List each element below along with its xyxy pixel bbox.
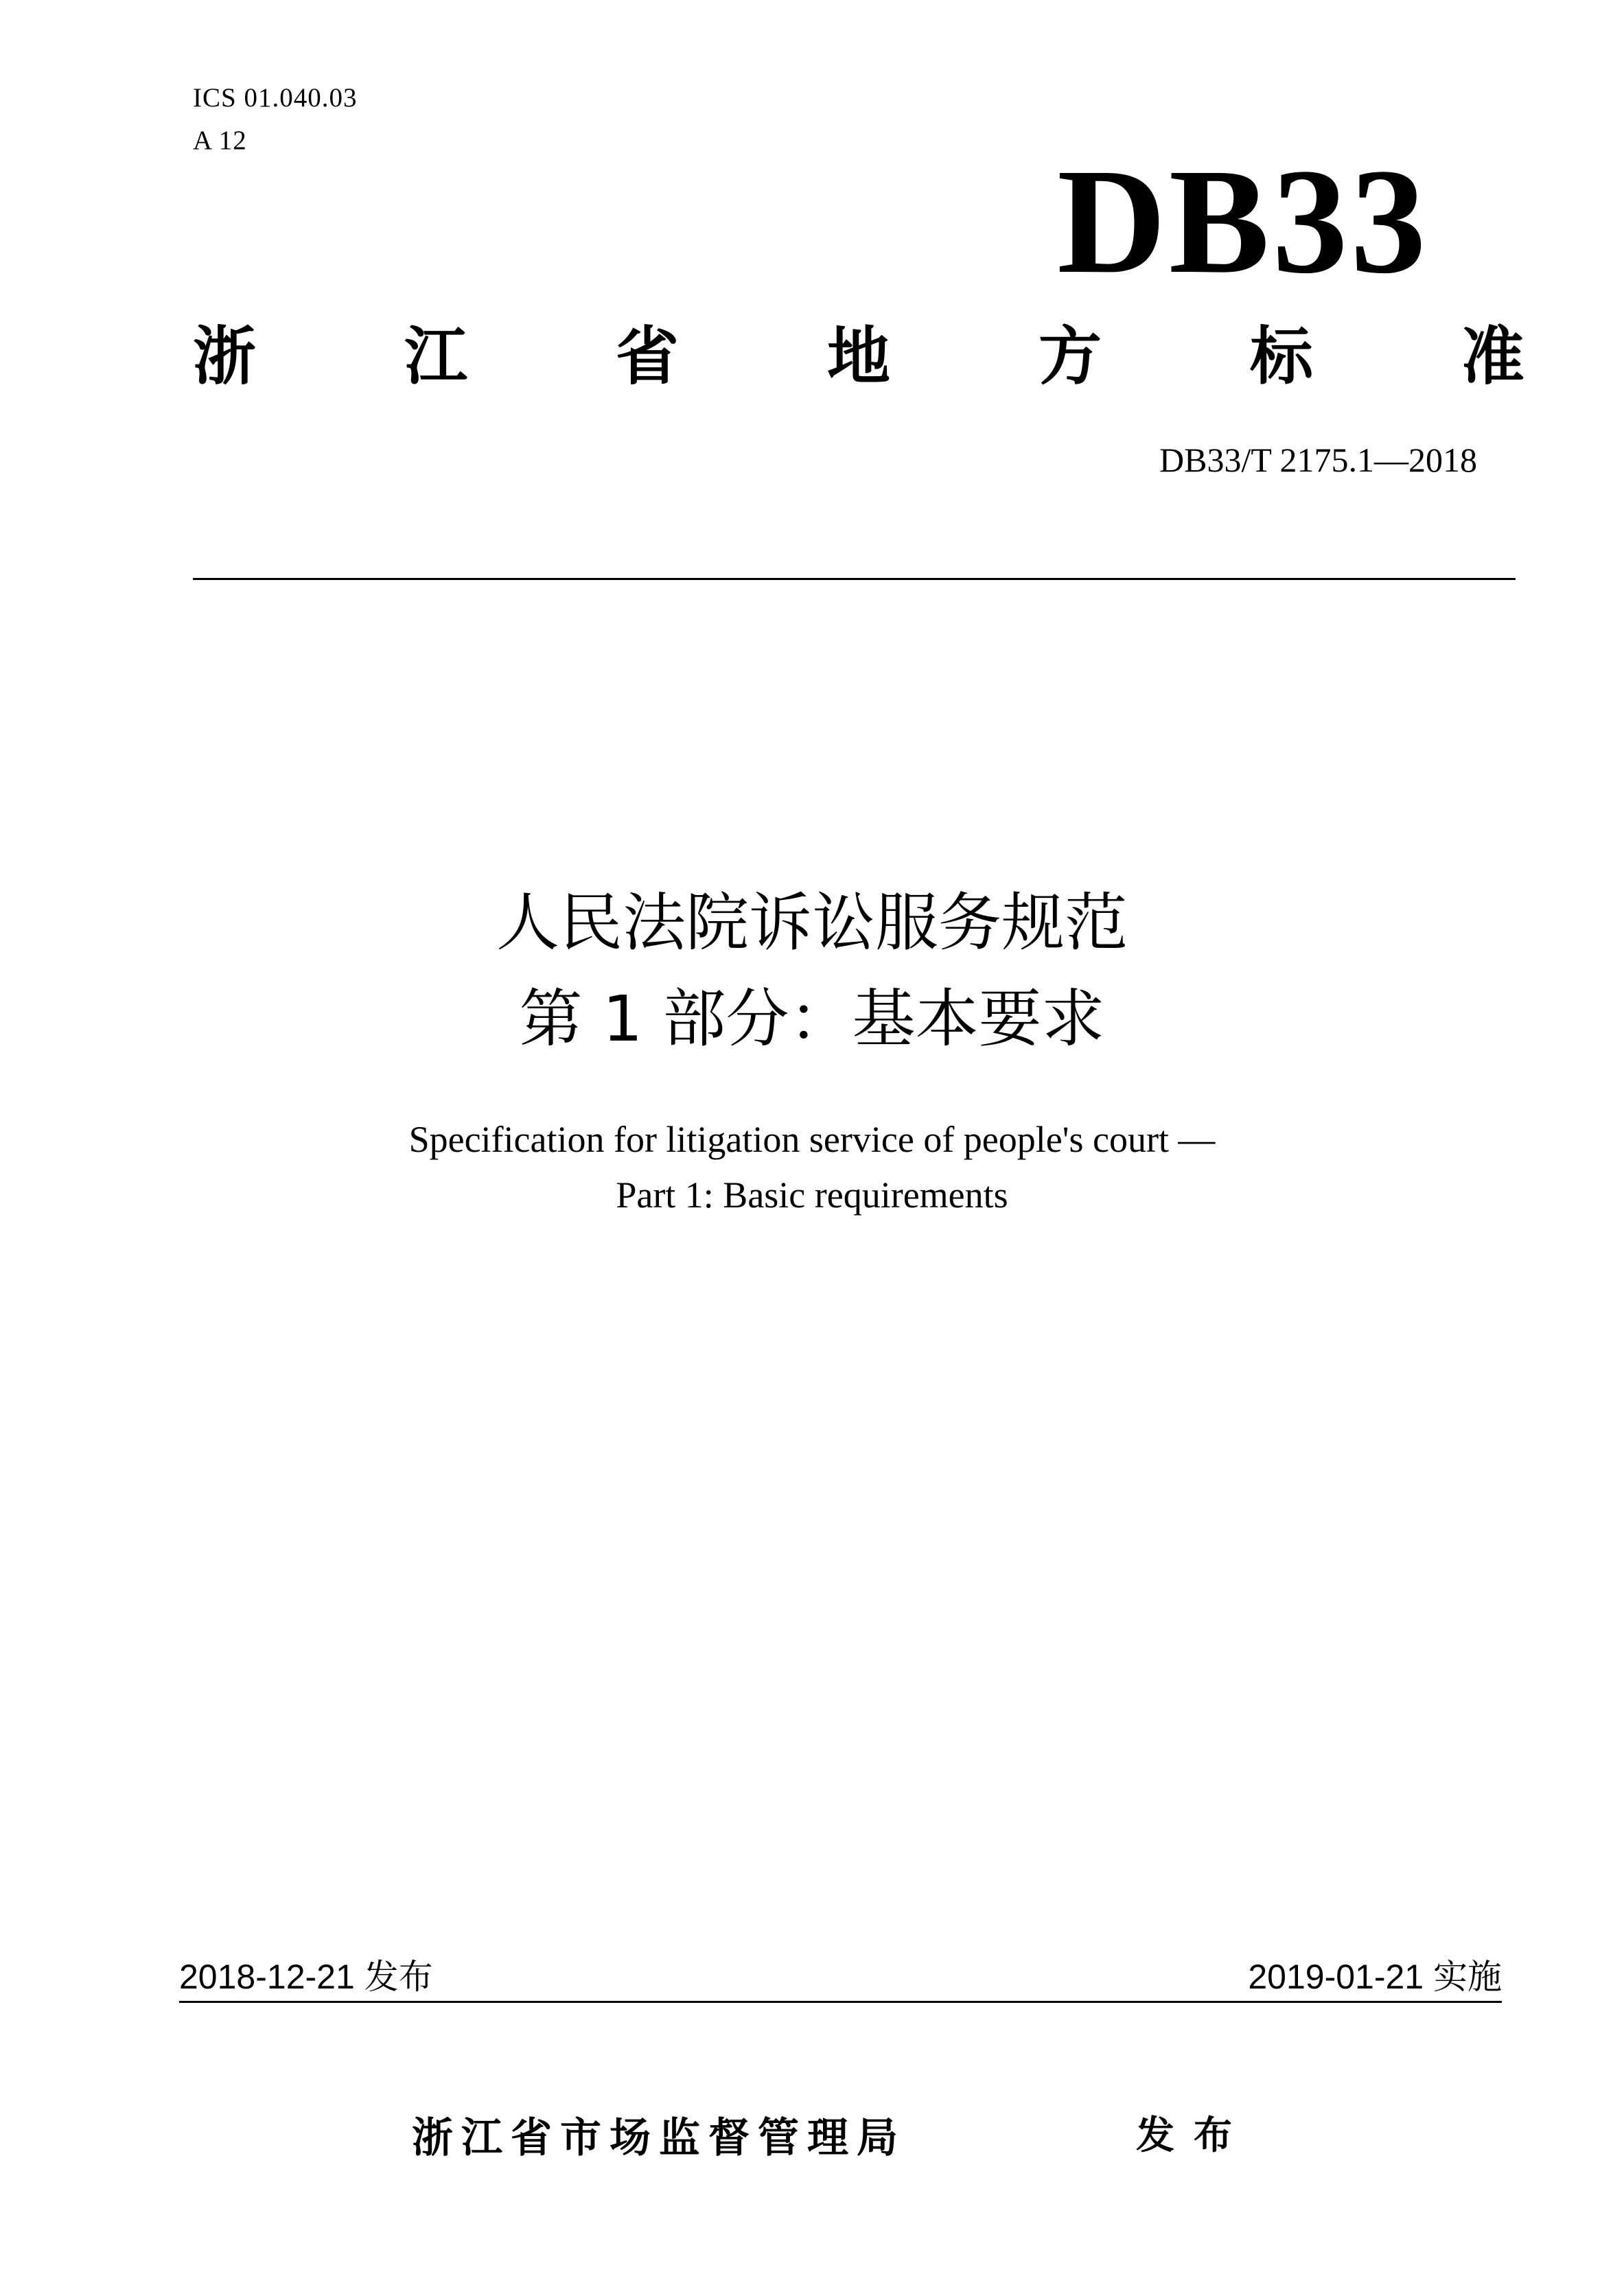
standard-type-char: 准 xyxy=(1461,320,1524,393)
ics-code: ICS 01.040.03 xyxy=(193,83,358,113)
publisher-name: 浙江省市场监督管理局 xyxy=(412,2114,906,2162)
footer-divider xyxy=(179,2001,1502,2003)
standard-type-char: 浙 xyxy=(193,320,257,393)
title-english-line-2: Part 1: Basic requirements xyxy=(616,1174,1008,1216)
standard-type-char: 标 xyxy=(1249,320,1313,393)
standard-type-char: 省 xyxy=(615,320,679,393)
publish-label: 发布 xyxy=(1136,2113,1251,2158)
implementation-date: 2019-01-21 实施 xyxy=(1248,1958,1502,1996)
ccs-code: A 12 xyxy=(193,126,247,155)
standard-type-char: 江 xyxy=(404,320,467,393)
standard-type-heading xyxy=(193,319,1524,395)
standard-number: DB33/T 2175.1—2018 xyxy=(1159,441,1477,479)
standard-type-char: 方 xyxy=(1038,320,1102,393)
title-chinese-line-1: 人民法院诉讼服务规范 xyxy=(496,886,1128,960)
standard-type-char: 地 xyxy=(826,320,890,393)
db33-logo: DB33 xyxy=(1057,137,1429,305)
title-english-line-1: Specification for litigation service of people's court — xyxy=(408,1119,1216,1160)
title-chinese-line-2: 第 1 部分：基本要求 xyxy=(519,982,1105,1056)
issue-date: 2018-12-21 发布 xyxy=(179,1958,433,1996)
header-divider xyxy=(193,578,1516,580)
